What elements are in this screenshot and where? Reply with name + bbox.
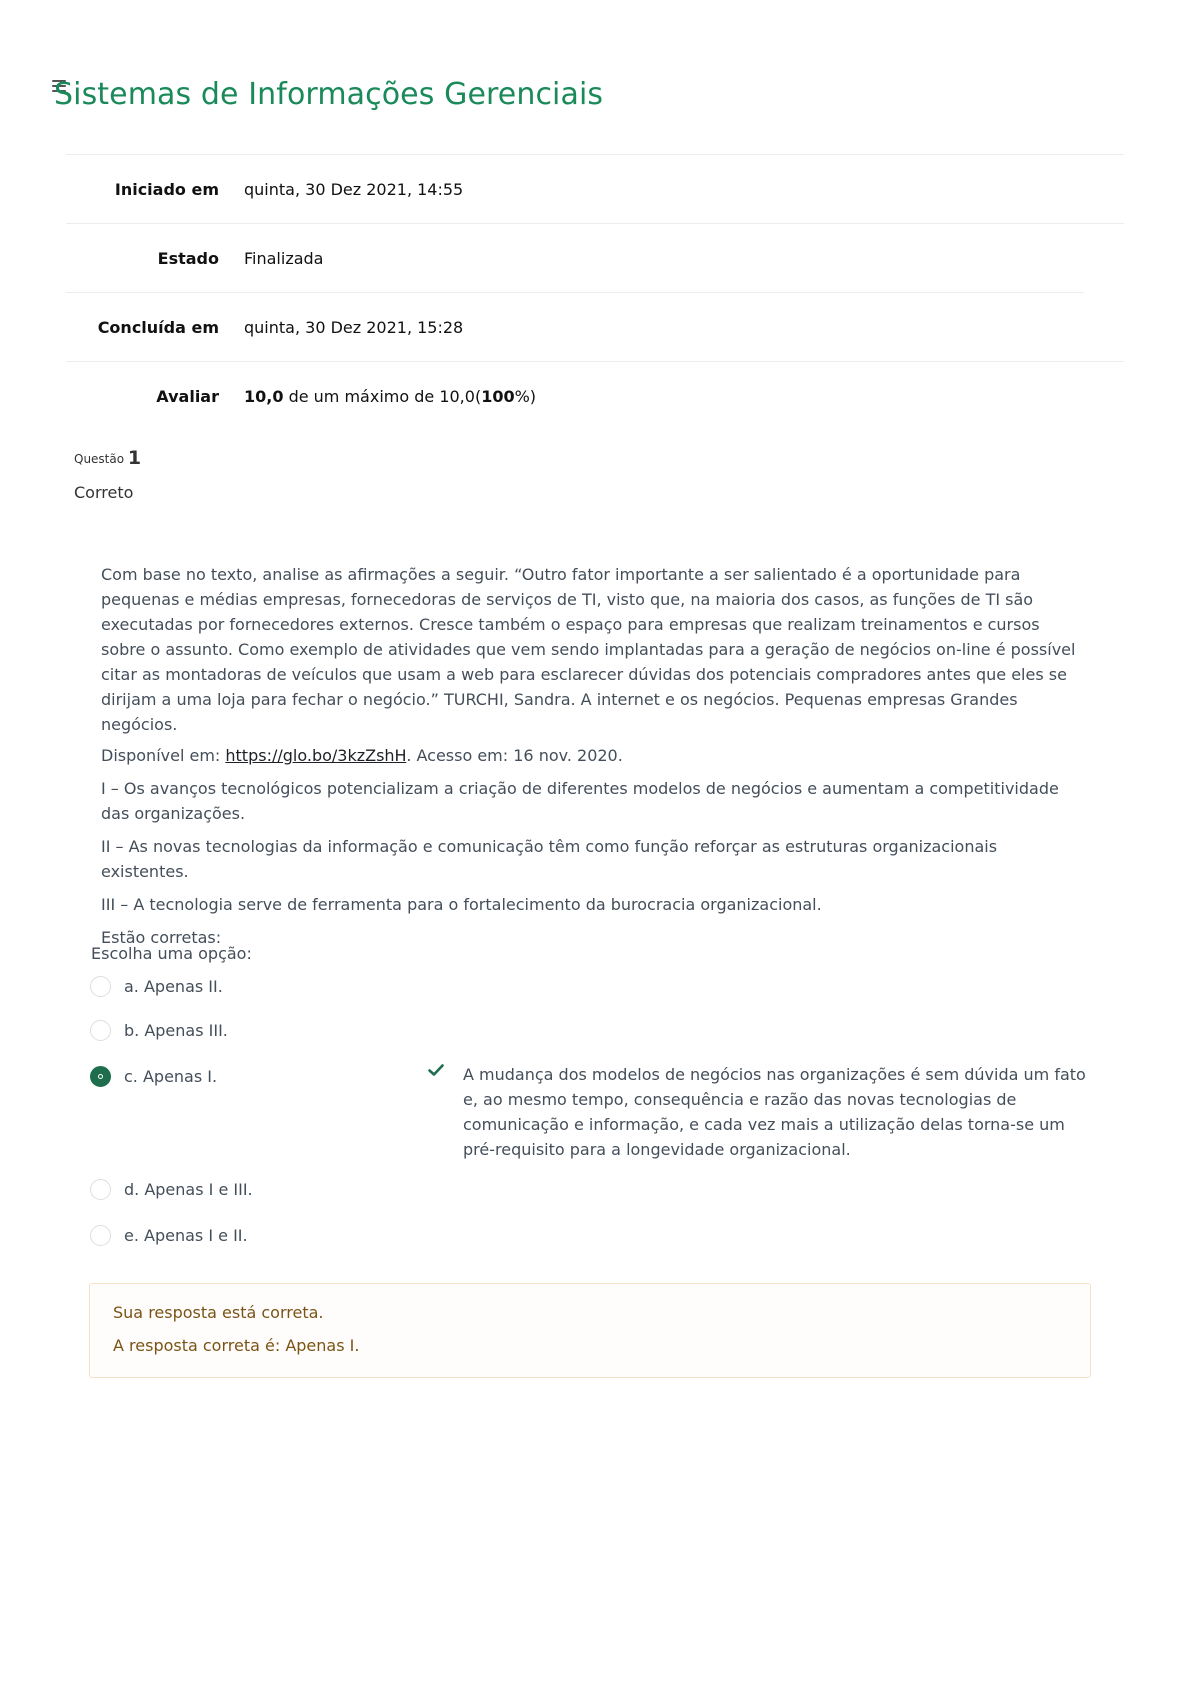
summary-label: Iniciado em bbox=[114, 179, 219, 199]
source-prefix: Disponível em: bbox=[101, 746, 226, 765]
option-feedback: A mudança dos modelos de negócios nas organizações é sem dúvida um fato e, ao mesmo tempo, consequência e razão das novas tecnologias de comunicação e informação, e cada vez mais a utilização delas torna-se um pré-requisito para a longevidade organizacional. bbox=[463, 1065, 1086, 1159]
grade-middle: de um máximo de 10,0( bbox=[283, 386, 482, 406]
summary-row-state bbox=[66, 223, 1124, 292]
summary-label: Concluída em bbox=[97, 317, 219, 337]
grade-end: %) bbox=[514, 386, 537, 406]
summary-row-grade bbox=[66, 361, 1124, 430]
option-label: b. Apenas III. bbox=[124, 1021, 228, 1040]
radio-button-selected[interactable] bbox=[90, 1066, 111, 1087]
question-prefix: Questão bbox=[74, 452, 125, 466]
option-c[interactable] bbox=[90, 1065, 217, 1089]
page-title: Sistemas de Informações Gerenciais bbox=[54, 77, 604, 112]
summary-value: Finalizada bbox=[244, 248, 324, 268]
summary-row-started bbox=[66, 154, 1124, 223]
outcome-box bbox=[89, 1283, 1091, 1378]
option-b[interactable] bbox=[90, 1019, 228, 1043]
statement-3: III – A tecnologia serve de ferramenta para o fortalecimento da burocracia organizacional. bbox=[101, 895, 822, 914]
question-state: Correto bbox=[74, 483, 134, 502]
source-suffix: . Acesso em: 16 nov. 2020. bbox=[406, 746, 623, 765]
choose-option-prompt: Escolha uma opção: bbox=[91, 944, 252, 963]
grade-value bbox=[244, 387, 536, 406]
option-e[interactable] bbox=[90, 1224, 248, 1248]
grade-score: 10,0 bbox=[244, 386, 284, 406]
outcome-correct: Sua resposta está correta. bbox=[113, 1303, 324, 1322]
radio-button[interactable] bbox=[90, 976, 111, 997]
question-source bbox=[101, 743, 1086, 768]
radio-button[interactable] bbox=[90, 1225, 111, 1246]
option-a[interactable] bbox=[90, 975, 223, 999]
option-label: e. Apenas I e II. bbox=[124, 1226, 248, 1245]
check-icon bbox=[428, 1063, 444, 1077]
grade-percent: 100 bbox=[481, 386, 515, 406]
summary-row-completed bbox=[66, 292, 1084, 361]
option-label: a. Apenas II. bbox=[124, 977, 223, 996]
summary-value: quinta, 30 Dez 2021, 15:28 bbox=[244, 317, 464, 337]
question-index: 1 bbox=[127, 447, 142, 469]
summary-label: Estado bbox=[157, 248, 219, 268]
option-d[interactable] bbox=[90, 1178, 253, 1202]
question-text bbox=[101, 562, 1086, 958]
question-number bbox=[74, 447, 141, 469]
radio-button[interactable] bbox=[90, 1179, 111, 1200]
source-link[interactable]: https://glo.bo/3kzZshH bbox=[225, 746, 407, 765]
option-label: d. Apenas I e III. bbox=[124, 1180, 253, 1199]
question-ask: Estão corretas: bbox=[101, 928, 222, 947]
question-paragraph: Com base no texto, analise as afirmações a seguir. “Outro fator importante a ser salientado é a oportunidade para pequenas e médias empresas, fornecedoras de serviços de TI, visto que, na maioria dos casos, as funções de TI são executadas por fornecedores externos. Cresce também o espaço para empresas que realizam treinamentos e cursos sobre o assunto. Como exemplo de atividades que vem sendo implantadas para a geração de negócios on-line é possível citar as montadoras de veículos que usam a web para esclarecer dúvidas dos potenciais compradores antes que eles se dirijam a uma loja para fechar o negócio.” TURCHI, Sandra. A internet e os negócios. Pequenas empresas Grandes negócios. bbox=[101, 565, 1076, 734]
statement-2: II – As novas tecnologias da informação e comunicação têm como função reforçar as estruturas organizacionais existentes. bbox=[101, 837, 998, 881]
summary-label: Avaliar bbox=[156, 386, 219, 406]
statement-1: I – Os avanços tecnológicos potencializam a criação de diferentes modelos de negócios e aumentam a competitividade das organizações. bbox=[101, 779, 1059, 823]
option-label: c. Apenas I. bbox=[124, 1067, 218, 1086]
summary-value: quinta, 30 Dez 2021, 14:55 bbox=[244, 179, 464, 199]
radio-button[interactable] bbox=[90, 1020, 111, 1041]
outcome-answer: A resposta correta é: Apenas I. bbox=[113, 1336, 360, 1355]
